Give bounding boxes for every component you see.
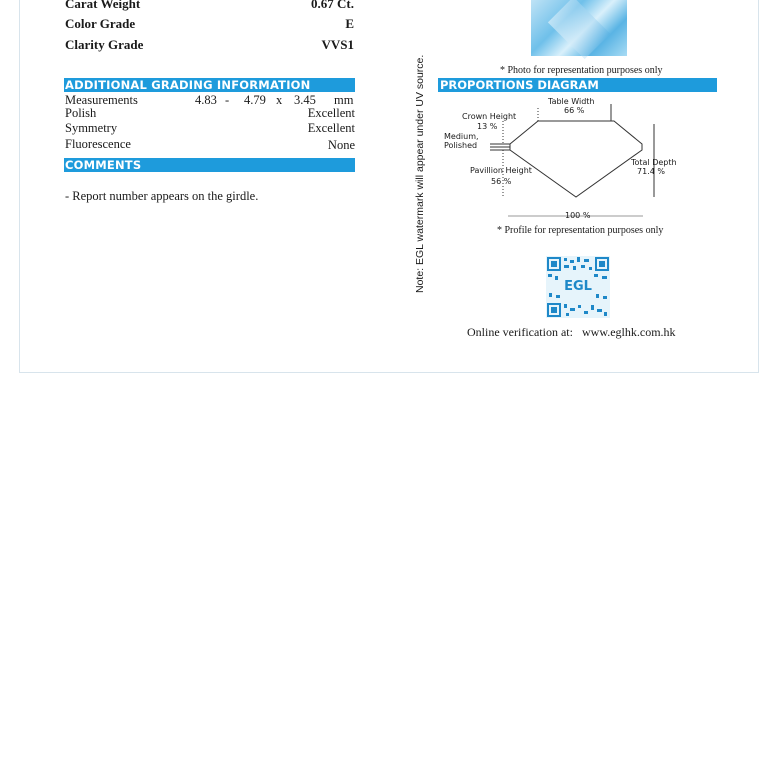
clarity-grade-label: Clarity Grade (65, 37, 144, 52)
measurement-unit: mm (334, 93, 354, 107)
measurement-depth: 3.45 (294, 93, 316, 107)
table-width-value: 66 % (564, 106, 585, 115)
fluorescence-label: Fluorescence (65, 137, 131, 151)
table-width-label: Table Width (548, 97, 595, 106)
comments-header: COMMENTS (64, 158, 355, 172)
polish-label: Polish (65, 106, 97, 120)
symmetry-label: Symmetry (65, 121, 118, 135)
diameter-value: 100 % (565, 211, 591, 220)
crown-height-label: Crown Height (462, 112, 517, 121)
total-depth-label: Total Depth (631, 158, 677, 167)
photo-caption: * Photo for representation purposes only (500, 65, 663, 76)
comments-text: - Report number appears on the girdle. (65, 189, 259, 203)
online-verification-label: Online verification at: (467, 325, 573, 339)
carat-weight-value: 0.67 Ct. (311, 0, 354, 11)
girdle-label-2: Polished (444, 141, 478, 150)
clarity-grade-value: VVS1 (321, 37, 354, 52)
diamond-photo (531, 0, 627, 56)
measurement-sep-dash: - (225, 93, 230, 107)
uv-watermark-note: Note: EGL watermark will appear under UV source. (414, 54, 426, 293)
carat-weight-label: Carat Weight (65, 0, 141, 11)
girdle-label-1: Medium, (444, 132, 479, 141)
pavilion-height-label: Pavillion Height (470, 166, 532, 175)
measurements-label: Measurements (65, 93, 138, 107)
measurement-sep-x: x (276, 93, 283, 107)
verification-url-link[interactable]: www.eglhk.com.hk (582, 325, 676, 339)
proportions-header: PROPORTIONS DIAGRAM (438, 78, 717, 92)
measurement-width: 4.79 (244, 93, 266, 107)
symmetry-value: Excellent (307, 121, 355, 135)
polish-value: Excellent (307, 106, 355, 120)
fluorescence-value: None (327, 138, 355, 152)
profile-caption: * Profile for representation purposes only (497, 225, 664, 236)
total-depth-value: 71.4 % (637, 167, 665, 176)
crown-height-value: 13 % (477, 122, 498, 131)
additional-grading-header: ADDITIONAL GRADING INFORMATION (64, 78, 355, 92)
qr-code[interactable] (546, 256, 610, 318)
color-grade-value: E (345, 16, 354, 31)
color-grade-label: Color Grade (65, 16, 136, 31)
pavilion-height-value: 56 % (491, 177, 512, 186)
diamond-profile-shape (510, 121, 642, 197)
qr-code-logo-text: EGL (564, 279, 592, 294)
measurement-length: 4.83 (195, 93, 217, 107)
